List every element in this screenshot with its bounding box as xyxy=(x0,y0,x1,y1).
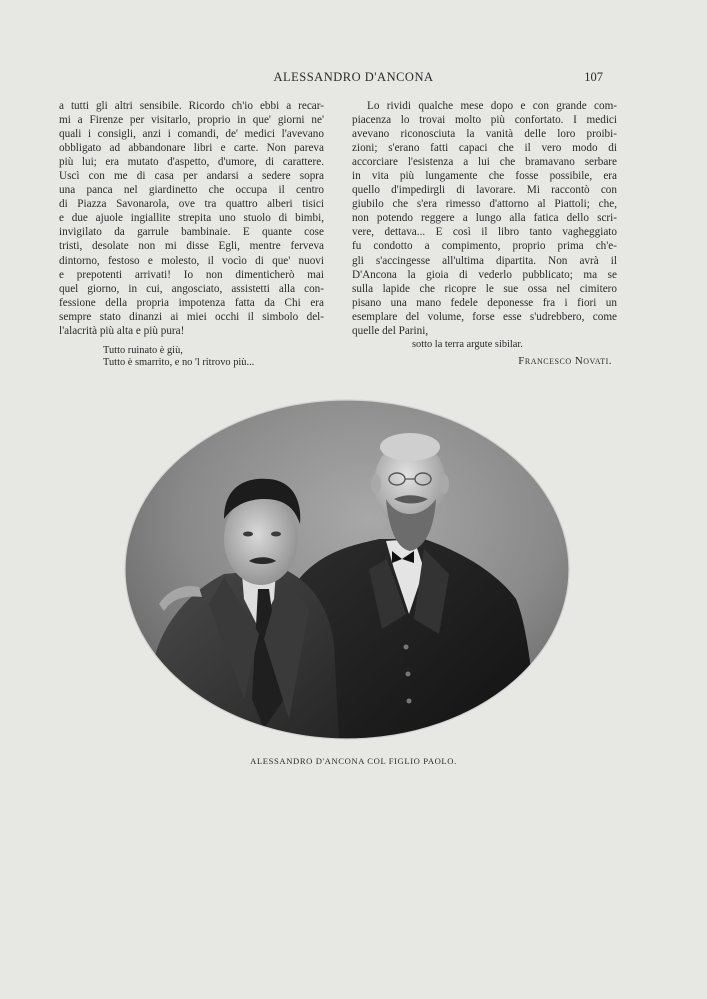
text-line: accorciare l'esistenza a lui che bramavano serbare xyxy=(352,156,617,169)
text-line: e prepotenti arrivati! Io non dimenticherò mai xyxy=(59,268,324,281)
text-line: sempre stato dinanzi ai miei occhi il simbolo del- xyxy=(59,310,324,323)
text-line: quelle del Parini, xyxy=(352,324,429,337)
text-line: esemplare del volume, forse esse s'udrebbero, come xyxy=(352,310,617,323)
text-line: invigilato da garrule bambinaie. E quante cose xyxy=(59,226,324,239)
text-line: D'Ancona la gioia di vederlo pubblicato; ma se xyxy=(352,268,617,281)
text-line: zioni; s'erano fatti capaci che il vero modo di xyxy=(352,142,617,155)
text-line: e due ajuole ingiallite strepita uno stuolo di bimbi, xyxy=(59,212,324,225)
text-line: mi a Firenze per visitarlo, proprio in que' giorni ne' xyxy=(59,114,324,127)
left-column xyxy=(59,99,324,370)
text-line: a tutti gli altri sensibile. Ricordo ch'io ebbi a recar- xyxy=(59,100,324,112)
author-signature xyxy=(352,354,617,368)
figure-caption: ALESSANDRO D'ANCONA COL FIGLIO PAOLO. xyxy=(250,756,457,766)
text-line: una panca nel giardinetto che occupa il centro xyxy=(59,184,324,197)
text-line: di Piazza Savonarola, ove tra quattro alberi tisici xyxy=(59,198,324,211)
text-line: sulla lapide che ricopre le sue ossa nel cimitero xyxy=(352,282,617,295)
verse-quotation xyxy=(59,345,324,370)
text-line: avevano riconosciuta la vanità delle loro proibi- xyxy=(352,128,617,141)
text-line: quel giorno, in cui, angosciato, assistetti alla con- xyxy=(59,282,324,295)
text-line: dintorno, festoso e molesto, il vocìo di que' nuovi xyxy=(59,254,324,267)
text-line: Uscì con me di casa per andarsi a sedere sopra xyxy=(59,170,324,183)
page-number: 107 xyxy=(584,70,603,84)
text-line: in vita più lungamente che fosse possibile, era xyxy=(352,170,617,183)
verse-line: Tutto ruinato è giù, xyxy=(103,344,183,356)
text-line: pisano una mano fedele deponesse fra i fiori un xyxy=(352,296,617,309)
text-line: fu condotto a compimento, proprio prima ch'e- xyxy=(352,240,617,253)
text-line: giubilo che s'era rimesso d'attorno al Piattoli; che, xyxy=(352,198,617,211)
text-line: gli s'accingesse all'ultima dipartita. Non avrà il xyxy=(352,254,617,267)
text-line: non potendo reggere a lungo alla fatica dello scri- xyxy=(352,212,617,225)
text-line: più lui; era mutato d'aspetto, d'umore, di carattere. xyxy=(59,156,324,169)
oval-portrait-photo xyxy=(124,399,570,740)
text-line: fessione della propria impotenza fatta da Chi era xyxy=(59,296,324,309)
running-title: ALESSANDRO D'ANCONA xyxy=(273,70,434,84)
author-name: Francesco Novati. xyxy=(518,354,612,367)
page-header xyxy=(0,70,707,88)
portrait-photo-graphic xyxy=(124,399,570,740)
text-line: vere, dettava... E così il libro tanto vagheggiato xyxy=(352,226,617,239)
text-line: obbligato ad abbandonare libri e carte. Non pareva xyxy=(59,142,324,155)
text-line: Lo rividi qualche mese dopo e con grande com- xyxy=(367,100,617,112)
right-column xyxy=(352,99,617,368)
text-line: quali i consigli, anzi i comandi, de' medici l'avevano xyxy=(59,128,324,141)
text-line: l'alacrità più alta e più pura! xyxy=(59,324,185,337)
verse-quotation xyxy=(352,338,617,351)
verse-line: sotto la terra argute sibilar. xyxy=(412,338,523,350)
text-line: piacenza lo trovai molto più confortato. I medici xyxy=(352,114,617,127)
text-line: quello d'impedirgli di lavorare. Mi raccontò con xyxy=(352,184,617,197)
verse-line: Tutto è smarrito, e no 'l ritrovo più... xyxy=(103,357,255,369)
text-line: tristi, desolate non mi disse Egli, mentre ferveva xyxy=(59,240,324,253)
